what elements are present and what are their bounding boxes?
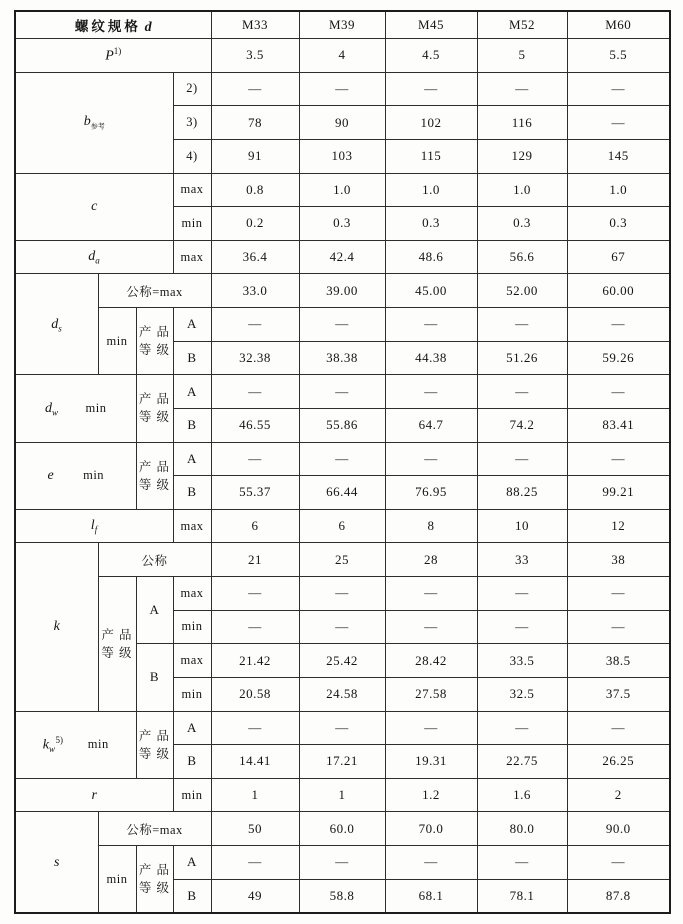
row-label-r: r	[15, 778, 173, 812]
value-cell: —	[567, 610, 670, 644]
value-cell: 33.0	[211, 274, 299, 308]
product-grade-label: 产 品 等 级	[136, 711, 173, 778]
value-cell: 28.42	[385, 644, 477, 678]
value-cell: —	[211, 308, 299, 342]
value-cell: 10	[477, 509, 567, 543]
value-cell: 66.44	[299, 476, 385, 510]
grade-b-label: B	[173, 879, 211, 913]
row-k-nominal	[15, 543, 670, 577]
value-cell: —	[567, 846, 670, 880]
row-dw-min-a	[15, 375, 670, 409]
value-cell: 25	[299, 543, 385, 577]
value-cell: 80.0	[477, 812, 567, 846]
value-cell: —	[477, 577, 567, 611]
row-label-lf: $l_f$	[15, 509, 173, 543]
value-cell: 21.42	[211, 644, 299, 678]
value-cell: 87.8	[567, 879, 670, 913]
row-e-min-a	[15, 442, 670, 476]
header-row	[15, 11, 670, 39]
value-cell: 39.00	[299, 274, 385, 308]
value-cell: 0.3	[385, 207, 477, 241]
value-cell: 60.0	[299, 812, 385, 846]
limit-min: min	[87, 737, 109, 752]
row-k-a-max	[15, 577, 670, 611]
value-cell: —	[211, 442, 299, 476]
value-cell: 52.00	[477, 274, 567, 308]
value-cell: 6	[211, 509, 299, 543]
value-cell: 21	[211, 543, 299, 577]
limit-min: min	[173, 610, 211, 644]
value-cell: 5.5	[567, 39, 670, 73]
value-cell: 44.38	[385, 341, 477, 375]
row-s-min-a	[15, 846, 670, 880]
value-cell: —	[385, 308, 477, 342]
limit-min: min	[98, 846, 136, 913]
value-cell: —	[385, 846, 477, 880]
value-cell: —	[567, 442, 670, 476]
value-cell: —	[477, 711, 567, 745]
value-cell: 20.58	[211, 677, 299, 711]
value-cell: 19.31	[385, 745, 477, 779]
col-header-m39: M39	[299, 11, 385, 39]
grade-a-label: A	[173, 442, 211, 476]
row-label-c: c	[15, 173, 173, 240]
row-da	[15, 240, 670, 274]
value-cell: 59.26	[567, 341, 670, 375]
value-cell: 102	[385, 106, 477, 140]
limit-max: max	[173, 240, 211, 274]
value-cell: 3.5	[211, 39, 299, 73]
limit-min: min	[98, 308, 136, 375]
spec-header-cell	[15, 11, 211, 39]
value-cell: 70.0	[385, 812, 477, 846]
value-cell: 0.3	[477, 207, 567, 241]
value-cell: 56.6	[477, 240, 567, 274]
value-cell: 50	[211, 812, 299, 846]
value-cell: 8	[385, 509, 477, 543]
value-cell: 42.4	[299, 240, 385, 274]
value-cell: —	[385, 610, 477, 644]
value-cell: —	[567, 72, 670, 106]
value-cell: —	[299, 577, 385, 611]
value-cell: —	[211, 846, 299, 880]
value-cell: —	[477, 846, 567, 880]
value-cell: —	[299, 72, 385, 106]
row-lf	[15, 509, 670, 543]
product-grade-label: 产 品 等 级	[136, 846, 173, 913]
value-cell: 129	[477, 139, 567, 173]
value-cell: 83.41	[567, 408, 670, 442]
grade-a-label: A	[173, 375, 211, 409]
limit-max: max	[173, 644, 211, 678]
limit-max: max	[173, 173, 211, 207]
value-cell: —	[567, 308, 670, 342]
product-grade-label: 产 品 等 级	[136, 308, 173, 375]
value-cell: 33.5	[477, 644, 567, 678]
grade-a-label: A	[136, 577, 173, 644]
value-cell: —	[385, 72, 477, 106]
value-cell: —	[385, 375, 477, 409]
value-cell: 27.58	[385, 677, 477, 711]
limit-min: min	[83, 468, 105, 483]
row-label-k: k	[15, 543, 98, 711]
row-p	[15, 39, 670, 73]
nominal-eq-max-label: 公称=max	[98, 812, 211, 846]
value-cell: 38.5	[567, 644, 670, 678]
grade-a-label: A	[173, 308, 211, 342]
grade-b-label: B	[173, 341, 211, 375]
value-cell: 1.0	[567, 173, 670, 207]
value-cell: —	[211, 375, 299, 409]
value-cell: 1.6	[477, 778, 567, 812]
row-s-nominal	[15, 812, 670, 846]
value-cell: —	[385, 577, 477, 611]
value-cell: 33	[477, 543, 567, 577]
b-variant-3: 3)	[173, 106, 211, 140]
row-label-kw: $k_w^{5)}$ min	[15, 711, 136, 778]
value-cell: —	[299, 442, 385, 476]
value-cell: 58.8	[299, 879, 385, 913]
limit-max: max	[173, 509, 211, 543]
value-cell: —	[567, 577, 670, 611]
value-cell: —	[567, 711, 670, 745]
value-cell: 22.75	[477, 745, 567, 779]
value-cell: —	[299, 711, 385, 745]
value-cell: 1.2	[385, 778, 477, 812]
thread-spec-table	[14, 10, 671, 914]
b-variant-2: 2)	[173, 72, 211, 106]
value-cell: 4.5	[385, 39, 477, 73]
col-header-m60: M60	[567, 11, 670, 39]
value-cell: 1.0	[299, 173, 385, 207]
grade-b-label: B	[173, 745, 211, 779]
limit-min: min	[173, 778, 211, 812]
col-header-m45: M45	[385, 11, 477, 39]
limit-max: max	[173, 577, 211, 611]
value-cell: 55.86	[299, 408, 385, 442]
row-label-s: s	[15, 812, 98, 913]
value-cell: 26.25	[567, 745, 670, 779]
value-cell: —	[385, 711, 477, 745]
value-cell: —	[211, 610, 299, 644]
value-cell: 78	[211, 106, 299, 140]
value-cell: 0.2	[211, 207, 299, 241]
spec-var: d	[144, 19, 152, 35]
value-cell: 2	[567, 778, 670, 812]
value-cell: 49	[211, 879, 299, 913]
row-c-max	[15, 173, 670, 207]
value-cell: —	[477, 375, 567, 409]
value-cell: —	[477, 72, 567, 106]
value-cell: 1.0	[477, 173, 567, 207]
value-cell: 37.5	[567, 677, 670, 711]
value-cell: 1	[299, 778, 385, 812]
value-cell: —	[299, 610, 385, 644]
b-variant-4: 4)	[173, 139, 211, 173]
value-cell: 115	[385, 139, 477, 173]
grade-a-label: A	[173, 711, 211, 745]
value-cell: —	[477, 610, 567, 644]
value-cell: —	[211, 72, 299, 106]
value-cell: —	[385, 442, 477, 476]
value-cell: 12	[567, 509, 670, 543]
value-cell: 76.95	[385, 476, 477, 510]
value-cell: 116	[477, 106, 567, 140]
value-cell: —	[299, 308, 385, 342]
value-cell: 60.00	[567, 274, 670, 308]
col-header-m52: M52	[477, 11, 567, 39]
value-cell: 25.42	[299, 644, 385, 678]
value-cell: 90.0	[567, 812, 670, 846]
limit-min: min	[173, 207, 211, 241]
value-cell: 17.21	[299, 745, 385, 779]
row-label-da: $d_a$	[15, 240, 173, 274]
product-grade-label: 产 品 等 级	[136, 375, 173, 442]
nominal-eq-max-label: 公称=max	[98, 274, 211, 308]
row-label-p: $P^{1)}$	[15, 39, 211, 73]
product-grade-label: 产 品 等 级	[98, 577, 136, 712]
value-cell: 51.26	[477, 341, 567, 375]
value-cell: 68.1	[385, 879, 477, 913]
value-cell: 38	[567, 543, 670, 577]
value-cell: 1	[211, 778, 299, 812]
value-cell: —	[477, 308, 567, 342]
value-cell: 28	[385, 543, 477, 577]
value-cell: 48.6	[385, 240, 477, 274]
row-label-ds: $d_s$	[15, 274, 98, 375]
value-cell: 91	[211, 139, 299, 173]
value-cell: 90	[299, 106, 385, 140]
value-cell: 45.00	[385, 274, 477, 308]
value-cell: 46.55	[211, 408, 299, 442]
row-ds-nominal	[15, 274, 670, 308]
value-cell: 24.58	[299, 677, 385, 711]
value-cell: —	[567, 106, 670, 140]
value-cell: 1.0	[385, 173, 477, 207]
value-cell: —	[211, 711, 299, 745]
nominal-label: 公称	[98, 543, 211, 577]
value-cell: 88.25	[477, 476, 567, 510]
value-cell: 0.3	[567, 207, 670, 241]
value-cell: 55.37	[211, 476, 299, 510]
value-cell: 32.5	[477, 677, 567, 711]
value-cell: —	[567, 375, 670, 409]
grade-b-label: B	[136, 644, 173, 711]
value-cell: 4	[299, 39, 385, 73]
value-cell: 36.4	[211, 240, 299, 274]
value-cell: 0.3	[299, 207, 385, 241]
value-cell: 145	[567, 139, 670, 173]
value-cell: 6	[299, 509, 385, 543]
value-cell: 14.41	[211, 745, 299, 779]
row-label-dw: $d_w$ min	[15, 375, 136, 442]
row-b-2	[15, 72, 670, 106]
value-cell: —	[477, 442, 567, 476]
grade-b-label: B	[173, 408, 211, 442]
value-cell: 0.8	[211, 173, 299, 207]
limit-min: min	[85, 400, 107, 415]
row-kw-min-a	[15, 711, 670, 745]
grade-a-label: A	[173, 846, 211, 880]
row-label-e: e min	[15, 442, 136, 509]
value-cell: —	[211, 577, 299, 611]
spec-label: 螺纹规格	[74, 18, 141, 34]
limit-min: min	[173, 677, 211, 711]
row-label-b: $b_{参考}$	[15, 72, 173, 173]
grade-b-label: B	[173, 476, 211, 510]
value-cell: 5	[477, 39, 567, 73]
value-cell: 67	[567, 240, 670, 274]
product-grade-label: 产 品 等 级	[136, 442, 173, 509]
row-ds-min-a	[15, 308, 670, 342]
value-cell: 99.21	[567, 476, 670, 510]
col-header-m33: M33	[211, 11, 299, 39]
value-cell: 32.38	[211, 341, 299, 375]
value-cell: 103	[299, 139, 385, 173]
value-cell: 78.1	[477, 879, 567, 913]
value-cell: —	[299, 375, 385, 409]
value-cell: —	[299, 846, 385, 880]
value-cell: 38.38	[299, 341, 385, 375]
row-r	[15, 778, 670, 812]
value-cell: 64.7	[385, 408, 477, 442]
value-cell: 74.2	[477, 408, 567, 442]
